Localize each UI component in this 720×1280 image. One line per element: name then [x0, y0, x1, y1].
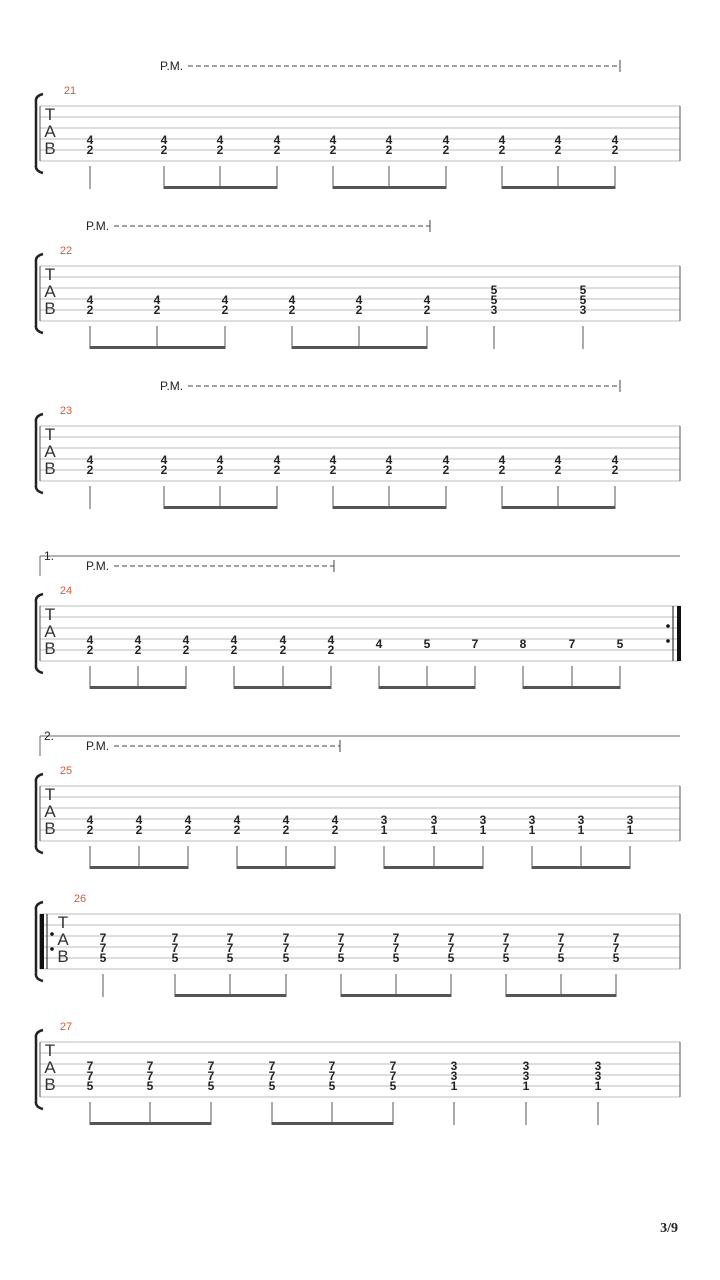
fret-number: 2: [86, 643, 94, 657]
fret-number: 1: [528, 823, 536, 837]
fret-number: 7: [146, 1069, 154, 1083]
fret-number: 2: [273, 143, 281, 157]
repeat-dot: [666, 624, 670, 628]
beam: [379, 686, 475, 689]
fret-number: 2: [498, 463, 506, 477]
fret-number: 8: [519, 637, 527, 651]
fret-number: 4: [288, 293, 296, 307]
fret-number: 5: [282, 951, 290, 965]
measure-number: 27: [59, 1021, 73, 1033]
fret-number: 1: [594, 1079, 602, 1093]
fret-number: 7: [328, 1059, 336, 1073]
fret-number: 7: [207, 1059, 215, 1073]
beam: [164, 506, 277, 509]
fret-number: 2: [611, 143, 619, 157]
fret-number: 4: [160, 453, 168, 467]
fret-number: 7: [389, 1059, 397, 1073]
fret-number: 5: [389, 1079, 397, 1093]
beam: [502, 506, 615, 509]
fret-number: 7: [99, 941, 107, 955]
fret-number: 2: [184, 823, 192, 837]
fret-number: 4: [611, 453, 619, 467]
tab-letter-t: T: [44, 105, 56, 124]
palm-mute-label: P.M.: [86, 559, 110, 573]
fret-number: 4: [86, 633, 94, 647]
fret-number: 5: [328, 1079, 336, 1093]
fret-number: 4: [233, 813, 241, 827]
fret-number: 7: [146, 1059, 154, 1073]
beam: [333, 186, 446, 189]
fret-number: 3: [522, 1059, 530, 1073]
fret-number: 7: [502, 931, 510, 945]
fret-number: 2: [611, 463, 619, 477]
fret-number: 2: [423, 303, 431, 317]
fret-number: 7: [557, 931, 565, 945]
repeat-dot: [50, 947, 54, 951]
fret-number: 4: [160, 133, 168, 147]
fret-number: 4: [184, 813, 192, 827]
fret-number: 5: [337, 951, 345, 965]
tab-letter-t: T: [44, 605, 56, 624]
fret-number: 2: [554, 143, 562, 157]
tab-letter-t: T: [57, 913, 69, 932]
fret-number: 2: [233, 823, 241, 837]
fret-number: 4: [375, 637, 383, 651]
fret-number: 2: [182, 643, 190, 657]
fret-number: 7: [502, 941, 510, 955]
measure-number: 21: [63, 85, 77, 97]
fret-number: 4: [273, 133, 281, 147]
volta-label: 2.: [44, 729, 55, 743]
repeat-start-thick: [40, 914, 44, 969]
fret-number: 2: [216, 463, 224, 477]
tab-letter-t: T: [44, 785, 56, 804]
measure-number: 26: [73, 893, 87, 905]
fret-number: 5: [86, 1079, 94, 1093]
fret-number: 2: [216, 143, 224, 157]
fret-number: 1: [450, 1079, 458, 1093]
fret-number: 4: [230, 633, 238, 647]
palm-mute-label: P.M.: [86, 739, 110, 753]
fret-number: 4: [355, 293, 363, 307]
fret-number: 7: [226, 931, 234, 945]
fret-number: 2: [221, 303, 229, 317]
fret-number: 5: [207, 1079, 215, 1093]
fret-number: 2: [86, 303, 94, 317]
fret-number: 3: [450, 1069, 458, 1083]
fret-number: 4: [442, 453, 450, 467]
fret-number: 2: [498, 143, 506, 157]
fret-number: 4: [279, 633, 287, 647]
fret-number: 4: [554, 133, 562, 147]
fret-number: 3: [594, 1069, 602, 1083]
fret-number: 3: [479, 813, 487, 827]
beam: [164, 186, 277, 189]
fret-number: 5: [226, 951, 234, 965]
fret-number: 4: [554, 453, 562, 467]
fret-number: 5: [616, 637, 624, 651]
fret-number: 4: [327, 633, 335, 647]
fret-number: 4: [442, 133, 450, 147]
fret-number: 7: [612, 941, 620, 955]
fret-number: 2: [442, 143, 450, 157]
tab-letter-a: A: [44, 1058, 56, 1077]
fret-number: 3: [490, 303, 498, 317]
fret-number: 2: [86, 143, 94, 157]
fret-number: 5: [268, 1079, 276, 1093]
beam: [237, 866, 335, 869]
tab-letter-t: T: [44, 265, 56, 284]
measure-number: 23: [59, 405, 73, 417]
palm-mute-label: P.M.: [86, 219, 110, 233]
fret-number: 5: [392, 951, 400, 965]
fret-number: 3: [577, 813, 585, 827]
fret-number: 1: [522, 1079, 530, 1093]
fret-number: 2: [230, 643, 238, 657]
fret-number: 7: [471, 637, 479, 651]
fret-number: 7: [268, 1069, 276, 1083]
fret-number: 5: [579, 283, 587, 297]
fret-number: 7: [337, 941, 345, 955]
fret-number: 4: [423, 293, 431, 307]
fret-number: 2: [135, 823, 143, 837]
fret-number: 1: [479, 823, 487, 837]
fret-number: 5: [447, 951, 455, 965]
fret-number: 3: [380, 813, 388, 827]
fret-number: 2: [86, 463, 94, 477]
fret-number: 4: [498, 133, 506, 147]
beam: [272, 1122, 393, 1125]
beam: [234, 686, 331, 689]
repeat-end-thick: [677, 606, 681, 661]
tab-letter-b: B: [44, 1075, 56, 1094]
fret-number: 3: [450, 1059, 458, 1073]
tab-letter-t: T: [44, 425, 56, 444]
volta-label: 1.: [44, 549, 55, 563]
fret-number: 7: [612, 931, 620, 945]
fret-number: 2: [86, 823, 94, 837]
fret-number: 4: [153, 293, 161, 307]
beam: [523, 686, 620, 689]
fret-number: 2: [153, 303, 161, 317]
tab-letter-b: B: [44, 299, 56, 318]
tab-letter-b: B: [57, 947, 69, 966]
fret-number: 7: [171, 931, 179, 945]
palm-mute-label: P.M.: [160, 59, 184, 73]
tab-letter-a: A: [57, 930, 69, 949]
fret-number: 1: [380, 823, 388, 837]
beam: [384, 866, 483, 869]
fret-number: 5: [99, 951, 107, 965]
beam: [333, 506, 446, 509]
measure-number: 25: [59, 765, 73, 777]
fret-number: 3: [528, 813, 536, 827]
fret-number: 7: [392, 941, 400, 955]
fret-number: 1: [577, 823, 585, 837]
tab-letter-b: B: [44, 139, 56, 158]
beam: [90, 866, 188, 869]
fret-number: 2: [385, 463, 393, 477]
tab-letter-a: A: [44, 802, 56, 821]
beam: [292, 346, 427, 349]
fret-number: 7: [282, 931, 290, 945]
fret-number: 4: [385, 133, 393, 147]
fret-number: 4: [282, 813, 290, 827]
fret-number: 2: [160, 463, 168, 477]
fret-number: 7: [282, 941, 290, 955]
fret-number: 3: [579, 303, 587, 317]
fret-number: 5: [557, 951, 565, 965]
fret-number: 3: [522, 1069, 530, 1083]
fret-number: 2: [288, 303, 296, 317]
beam: [341, 994, 451, 997]
beam: [175, 994, 286, 997]
beam: [90, 686, 186, 689]
fret-number: 4: [216, 133, 224, 147]
fret-number: 3: [430, 813, 438, 827]
fret-number: 5: [612, 951, 620, 965]
fret-number: 4: [134, 633, 142, 647]
fret-number: 7: [86, 1069, 94, 1083]
fret-number: 2: [554, 463, 562, 477]
fret-number: 2: [442, 463, 450, 477]
fret-number: 5: [146, 1079, 154, 1093]
fret-number: 2: [329, 143, 337, 157]
fret-number: 4: [273, 453, 281, 467]
fret-number: 5: [171, 951, 179, 965]
fret-number: 4: [385, 453, 393, 467]
tab-letter-a: A: [44, 282, 56, 301]
fret-number: 4: [221, 293, 229, 307]
fret-number: 7: [568, 637, 576, 651]
fret-number: 7: [207, 1069, 215, 1083]
fret-number: 7: [337, 931, 345, 945]
repeat-dot: [50, 932, 54, 936]
fret-number: 3: [594, 1059, 602, 1073]
fret-number: 1: [430, 823, 438, 837]
fret-number: 7: [226, 941, 234, 955]
fret-number: 4: [86, 813, 94, 827]
fret-number: 2: [279, 643, 287, 657]
fret-number: 4: [329, 133, 337, 147]
fret-number: 7: [392, 931, 400, 945]
fret-number: 2: [385, 143, 393, 157]
tab-letter-a: A: [44, 442, 56, 461]
tab-letter-a: A: [44, 122, 56, 141]
tab-letter-b: B: [44, 819, 56, 838]
fret-number: 4: [135, 813, 143, 827]
fret-number: 4: [611, 133, 619, 147]
beam: [532, 866, 630, 869]
fret-number: 7: [447, 931, 455, 945]
fret-number: 4: [86, 453, 94, 467]
fret-number: 4: [498, 453, 506, 467]
fret-number: 7: [557, 941, 565, 955]
fret-number: 7: [268, 1059, 276, 1073]
tab-letter-b: B: [44, 459, 56, 478]
beam: [502, 186, 615, 189]
page-number: 3/9: [660, 1221, 678, 1236]
tab-letter-b: B: [44, 639, 56, 658]
fret-number: 2: [327, 643, 335, 657]
fret-number: 3: [626, 813, 634, 827]
fret-number: 7: [99, 931, 107, 945]
fret-number: 7: [171, 941, 179, 955]
fret-number: 2: [134, 643, 142, 657]
fret-number: 7: [328, 1069, 336, 1083]
beam: [506, 994, 616, 997]
fret-number: 4: [182, 633, 190, 647]
fret-number: 1: [626, 823, 634, 837]
fret-number: 4: [86, 133, 94, 147]
beam: [90, 1122, 211, 1125]
fret-number: 2: [331, 823, 339, 837]
fret-number: 7: [389, 1069, 397, 1083]
fret-number: 2: [355, 303, 363, 317]
palm-mute-label: P.M.: [160, 379, 184, 393]
measure-number: 24: [59, 585, 73, 597]
fret-number: 7: [86, 1059, 94, 1073]
fret-number: 4: [86, 293, 94, 307]
fret-number: 5: [490, 283, 498, 297]
fret-number: 4: [331, 813, 339, 827]
fret-number: 5: [502, 951, 510, 965]
fret-number: 2: [329, 463, 337, 477]
fret-number: 7: [447, 941, 455, 955]
repeat-dot: [666, 639, 670, 643]
fret-number: 2: [282, 823, 290, 837]
tab-letter-a: A: [44, 622, 56, 641]
fret-number: 5: [490, 293, 498, 307]
fret-number: 2: [273, 463, 281, 477]
tab-letter-t: T: [44, 1041, 56, 1060]
beam: [90, 346, 225, 349]
fret-number: 2: [160, 143, 168, 157]
fret-number: 4: [329, 453, 337, 467]
fret-number: 5: [423, 637, 431, 651]
fret-number: 4: [216, 453, 224, 467]
fret-number: 5: [579, 293, 587, 307]
measure-number: 22: [59, 245, 73, 257]
